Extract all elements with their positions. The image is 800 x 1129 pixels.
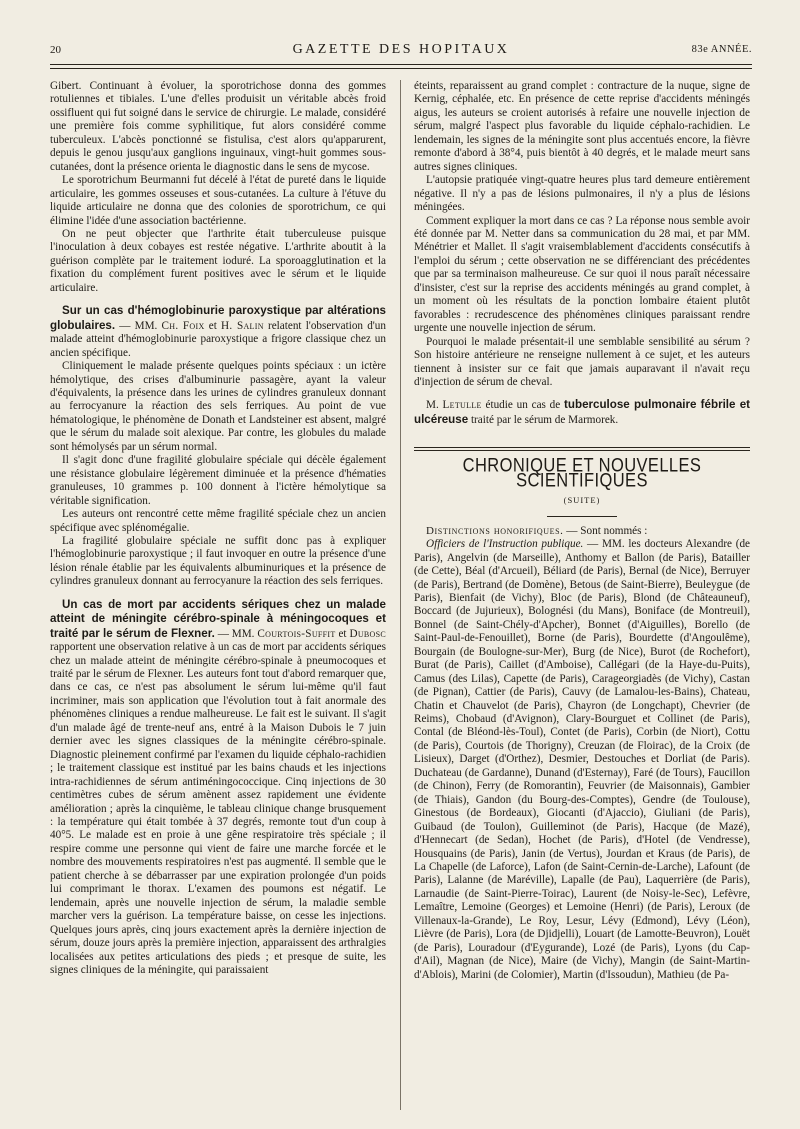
chronique-title: CHRONIQUE ET NOUVELLES SCIENTIFIQUES <box>462 455 702 493</box>
distinctions-label: Distinctions honorifiques. <box>426 524 564 537</box>
author-name: H. Salin <box>221 319 264 332</box>
chronique-subtitle: (SUITE) <box>563 495 601 506</box>
paragraph: Le sporotrichum Beurmanni fut décelé à l'état de pureté dans le liquide articulaire, les gommes osseuses et sous-cutanées. La culture à l'étuve du liquide articulaire ne donna que des colonies de sporotrichum, ce qui élimine l'idée d'une association bactérienne. <box>50 174 386 227</box>
paragraph: La fragilité globulaire spéciale ne suffit donc pas à expliquer l'hémoglobinurie paroxystique ; il faut invoquer en outre la présence d'une lésion rénale établie par les équivalents albuminuriques et la présence de cylindres granuleux donnant au ferrocyanure la réaction des sels ferriques. <box>50 534 386 588</box>
short-divider <box>547 516 617 517</box>
section-heading: Sur un cas d'hémoglobinurie paroxystique par altérations globulaires. <box>50 304 386 332</box>
paragraph: éteints, reparaissent au grand complet : contracture de la nuque, signe de Kernig, céphalée, etc. En présence de cette reprise d'accidents méningés aigus, les auteurs se croient autorisés à refaire une nouvelle injection de sérum, malgré l'aspect plus favorable du liquide céphalo-rachidien. Le lendemain, les signes de la méningite sont plus accentués encore, la fièvre remonte d'abord à 38°4, puis bientôt à 40 degrés, et le malade meurt sans autres signes cliniques. <box>414 80 750 173</box>
paragraph: Comment expliquer la mort dans ce cas ? La réponse nous semble avoir été donnée par M. Netter dans sa communication du 28 mai, et par MM. Ménétrier et Mallet. Il s'agit vraisemblablement d'accidents consécutifs à l'emploi du sérum ; cette observation ne se différenciant des précédentes que par sa terminaison malheureuse. Ce sur quoi il nous paraît nécessaire d'insister, c'est sur la reprise des accidents méningés au grand complet, à un moment où les résultats de la ponction lombaire étaient plutôt favorables : recrudescence des phénomènes cliniques paraissant rendre urgente une nouvelle injection de sérum. <box>414 214 750 335</box>
author-name: Courtois-Suffit <box>257 627 336 640</box>
author-name: Letulle <box>442 399 482 412</box>
distinctions-list: Officiers de l'Instruction publique. — MM. les docteurs Alexandre (de Paris), Angelvin (de Marseille), Anthomy et Ballon (de Paris), Batailler (de Cette), Béal (d'Arcueil), Béliard (de Paris), Bernal (de Nice), Berruyer (de Paris), Bertrand (de Domène), Betous (de Saint-Bierre), Beuleygue (de Paris), Bienfait (de Vichy), Bloc (de Paris), Blond (de Châteauneuf), Boccard (de Jujurieux), Bolognési (du Mans), Boniface (de Montreuil), Bonnel (de Saint-Chély-d'Apcher), Bonnet (d'Aiguilles), Borello (de Saint-Paul-de-Fenouillet), Borne (de Paris), Bourdette (d'Angoulême), Bourgain (de Boulogne-sur-Mer), Burg (de Nice), Burot (de Rochefort), Burat (de Paris), Caillet (d'Amboise), Callégari (de la Haye-du-Puits), Camus (des Lilas), Capette (de Paris), Carageorgiadès (de Vichy), Castan (de Pignan), Cattier (de Paris), Cauvy (de Lamalou-les-Bains), Chateau, Chatin et Chauvelot (de Paris), Chayron (de Longchapt), Chevrier (de Reims), Chobaud (d'Avignon), Clary-Bourguet et Collinet (de Paris), Contal (de Bléond-lès-Toul), Contet (de Paris), Corbin (de Niort), Cottu (de Paris), Courtois (de Thorigny), Creuzan (de Floirac), de la Croix (de Lisieux), Darget (d'Orthez), Desmier, Destouches et Dorliat (de Paris). Duchateau (de Gardanne), Dunand (d'Esternay), Faré (de Tours), Faucillon (de Chinon), Ferry (de Romorantin), Feuvrier (de Maisonnais), Gambier (de Thiais), Gandon (du Bourg-des-Comptes), Gendre (de Toulouse), Ginestous (de Bordeaux), Giocanti (d'Ajaccio), Giuliani (de Paris), Guibaud (de Toulon), Guilleminot (de Paris), Hacque (de Mazé), d'Hennecart (de Sedan), Hochet (de Paris), d'Hotel (de Vendresse), Housquains (de Paris), Janin (de Vertus), Jourdan et Kraus (de Paris), de La Chapelle (de Laforce), Lafon (de Saint-Cernin-de-Larche), Lafount (de Paris), Lalanne (de Maréville), Lapalle (de Pau), Laquerrière (de Paris), Larnaudie (de Saint-Pierre-Toirac), Laurent (de Noisy-le-Sec), Lefèvre, Lemaître, Lemoine (Georges) et Lemoine (Henri) (de Paris), Leroux (de Villenaux-la-Grande), Le Roy, Lesur, Lévy (Edmond), Lévy (Léon), Lièvre (de Paris), Lora (de Djidjelli), Louart (de Lamotte-Beuvron), Louët (de Paris), Louradour (d'Eygurande), Lozé (de Paris), Lyons (du Cap-d'Ail), Magnan (de Nice), Maire (de Vichy), Mangin (de Saint-Martin-d'Ablois), Marini (de Colomier), Martin (d'Issoudun), Mathieu (de Pa- <box>414 538 750 981</box>
journal-title: GAZETTE DES HOPITAUX <box>292 42 510 57</box>
paragraph: On ne peut objecter que l'arthrite était tuberculeuse puisque l'inoculation à deux cobayes est restée négative. L'arthrite aboutit à la guérison complète par le traitement ioduré. La sporoagglutination et la fixation du complément furent positives avec le sérum et le liquide articulaire. <box>50 227 386 294</box>
left-column <box>50 80 386 1120</box>
page-header <box>50 40 752 62</box>
paragraph: Pourquoi le malade présentait-il une semblable sensibilité au sérum ? Son histoire antérieure ne renseigne nullement à ce sujet, et les auteurs tiennent à insister sur ce fait que jamais auparavant il n'avait reçu d'injection de sérum de cheval. <box>414 335 750 388</box>
section-hemoglobinurie: Sur un cas d'hémoglobinurie paroxystique par altérations globulaires. — MM. Ch. Foix et H. Salin relatent l'observation d'un malade atteint d'hémoglobinurie paroxystique a frigore classique chez un ancien spécifique. <box>50 304 386 359</box>
section-rule <box>414 447 750 451</box>
paragraph: Gibert. Continuant à évoluer, la sporotrichose donna des gommes rotuliennes et tibiales. L'une d'elles produisit un véritable abcès froid ossifluent qui fut soigné dans le service de chirurgie. Le malade, considéré une première fois comme syphilitique, fut alors considéré comme tuberculeux. L'abcès ponctionné se fistulisa, c'est alors qu'apparurent, depuis le genou jusqu'aux ganglions inguinaux, vingt-huit gommes sous-cutanées, dont la présence orienta le diagnostic dans le sens de mycose. <box>50 80 386 173</box>
column-divider <box>400 80 401 1110</box>
section-heading: Un cas de mort par accidents sériques chez un malade atteint de méningite cérébro-spinale à méningocoques et traité par le sérum de Flexner. <box>50 597 386 640</box>
paragraph: Il s'agit donc d'une fragilité globulaire spéciale qui décèle également une résistance globulaire légèrement diminuée et la présence d'hématies granuleuses, 10 grammes p. 100 donnent à l'ictère hémolytique sa véritable signification. <box>50 454 386 507</box>
right-column <box>414 80 750 1120</box>
honor-category: Officiers de l'Instruction publique. <box>426 538 584 551</box>
author-name: Dubosc <box>349 627 386 640</box>
volume-year: 83e ANNÉE. <box>691 44 752 55</box>
paragraph: Cliniquement le malade présente quelques points spéciaux : un ictère hémolytique, des crises d'albuminurie passagère, ayant la valeur d'équivalents, la présence dans les urines de cylindres granuleux donnant au ferrocyanure la réaction des sels ferriques. Au point de vue hématologique, le phénomène de Donath et Landsteiner est absent, malgré que le sérum du malade soit alexique. Par contre, les globules du malade sont hémolysés par un sérum normal. <box>50 360 386 453</box>
paragraph: L'autopsie pratiquée vingt-quatre heures plus tard demeure entièrement négative. Il n'y a pas de lésions pulmonaires, il n'y a plus de lésions méningées. <box>414 174 750 214</box>
author-name: Ch. Foix <box>161 319 205 332</box>
header-rule <box>50 64 752 69</box>
distinctions-intro: Distinctions honorifiques. — Sont nommés : <box>426 524 648 537</box>
section-letulle: M. Letulle étudie un cas de tuberculose pulmonaire fébrile et ulcéreuse traité par le sérum de Marmorek. <box>414 398 750 426</box>
section-meningite: Un cas de mort par accidents sériques chez un malade atteint de méningite cérébro-spinale à méningocoques et traité par le sérum de Flexner. — MM. Courtois-Suffit et Dubosc rapportent une observation relative à un cas de mort par accidents sériques chez un malade atteint de méningite cérébro-spinale à pneumocoques et traité par le sérum de Flexner. Les auteurs font tout d'abord remarquer que, dans ce cas, ce n'est pas absolument le sérum lui-même qu'il faut incriminer, mais son application que l'évolution tout à fait anormale des phénomènes cliniques a rendue malheureuse. Le fait est le suivant. Il s'agit d'un malade âgé de trente-neuf ans, entré à la Maison Dubois le 7 juin dernier avec les signes classiques de la méningite cérébro-spinale. Diagnostic pleinement confirmé par l'examen du liquide céphalo-rachidien ; le traitement classique est institué par les bains chauds et les injections intra-rachidiennes de sérum antiméningococcique. Cinq injections de 30 centimètres cubes de sérum amènent assez rapidement une évidente amélioration ; après la cinquième, le tableau clinique change brusquement : la température qui était tombée à 37 degrés, remonte tout d'un coup à 40°5. Le malade est en proie à une gêne respiratoire très spéciale ; il respire comme une personne qui vient de faire une marche forcée et le nombre des mouvements respiratoires n'est pas augmenté. Il semble que le patient cherche à se débarrasser par une expiration prolongée d'un poids lui comprimant le thorax. L'examen des poumons est négatif. Le lendemain, après une nouvelle injection de sérum, la maladie semble marcher vers la guérison. La température baisse, on cesse les injections. Quelques jours après, cinq jours exactement après la dernière injection de sérum, douze jours après la première injection, apparaissent des arthralgies localisées aux petites articulations des pieds ; et presque de suite, les signes cliniques de la méningite, qui paraissaient <box>50 597 386 976</box>
section-heading: tuberculose pulmonaire fébrile et ulcéreuse <box>414 398 750 426</box>
page-number: 20 <box>50 44 61 56</box>
paragraph: Les auteurs ont rencontré cette même fragilité spéciale chez un ancien spécifique avec splénomégalie. <box>50 508 386 534</box>
